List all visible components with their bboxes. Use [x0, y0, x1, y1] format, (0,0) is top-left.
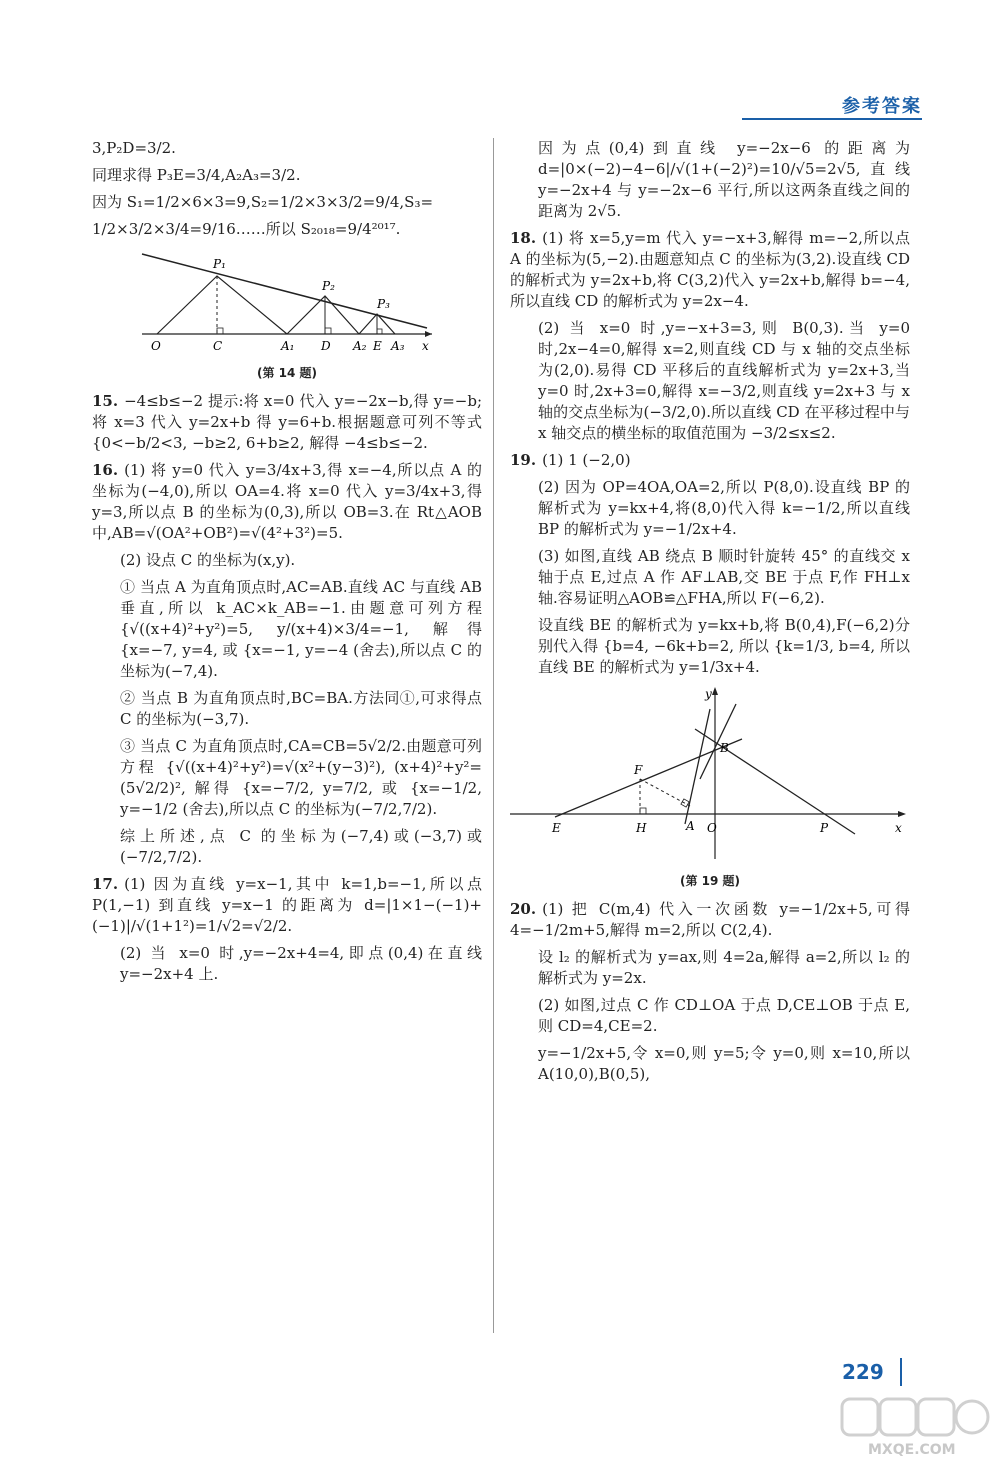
label-A1: A₁ [281, 339, 295, 353]
label-P2: P₂ [322, 279, 335, 293]
watermark-url: MXQE.COM [868, 1442, 956, 1458]
solution-line: (2) 如图,过点 C 作 CD⊥OA 于点 D,CE⊥OB 于点 E,则 CD=4,CE=2. [538, 996, 910, 1035]
question-number: 18. [510, 229, 537, 247]
question-number: 15. [92, 392, 119, 410]
question-18 [510, 228, 910, 312]
x-axis-arrow [425, 331, 432, 337]
label-P1: P₁ [213, 257, 226, 271]
label-C: C [213, 339, 223, 353]
label-O: O [151, 339, 161, 353]
label-B: B [720, 741, 729, 755]
page-number-bar [900, 1358, 902, 1386]
page-number: 229 [842, 1360, 884, 1384]
slant-line [142, 254, 427, 328]
label-x: x [895, 821, 902, 835]
question-text: (1) 将 x=5,y=m 代入 y=−x+3,解得 m=−2,所以点 A 的坐标为(5,−2).由题意知点 C 的坐标为(3,2).设直线 CD 的解析式为 y=2x+b,将 C(3,2)代入 y=2x+b,解得 b=−4,所以直线 CD 的解析式为 y=2x−4. [510, 229, 910, 310]
figure-19-caption: (第 19 题) [679, 874, 741, 888]
solution-line: 设 l₂ 的解析式为 y=ax,则 4=2a,解得 a=2,所以 l₂ 的解析式为 y=2x. [538, 948, 910, 987]
right-angle-2 [325, 328, 331, 334]
solution-line: ① 当点 A 为直角顶点时,AC=AB.直线 AC 与直线 AB 垂直,所以 k_AC×k_AB=−1.由题意可列方程 {√((x+4)²+y²)=5, y/(x+4)×3/4=−1, 解得 {x=−7, y=4, 或 {x=−1, y=−4 (舍去),所以点 C 的坐标为(−7,4). [120, 578, 482, 680]
header-title: 参考答案 [842, 96, 922, 117]
question-text: (1) 因为直线 y=x−1,其中 k=1,b=−1,所以点 P(1,−1) 到直线 y=x−1 的距离为 d=|1×1−(−1)+(−1)|/√(1+1²)=1/√2=√2/2. [92, 875, 482, 935]
solution-line: (2) 设点 C 的坐标为(x,y). [120, 551, 296, 569]
question-16 [92, 460, 482, 544]
solution-line: 3,P₂D=3/2. [92, 139, 176, 157]
question-number: 16. [92, 461, 119, 479]
figure-14-diagram [137, 246, 437, 356]
solution-line: 同理求得 P₃E=3/4,A₂A₃=3/2. [92, 166, 301, 184]
right-column [510, 138, 910, 1091]
question-text: (1) 将 y=0 代入 y=3/4x+3,得 x=−4,所以点 A 的坐标为(−4,0),所以 OA=4.将 x=0 代入 y=3/4x+3,得 y=3,所以点 B 的坐标为(0,3),所以 OB=3.在 Rt△AOB 中,AB=√(OA²+OB²)=√(4²+3²)=5. [92, 461, 482, 542]
figure-14 [92, 246, 482, 360]
label-E: E [552, 821, 561, 835]
figure-19 [510, 684, 910, 868]
header-rule [742, 118, 922, 120]
solution-line: y=−1/2x+5,令 x=0,则 y=5;令 y=0,则 x=10,所以 A(10,0),B(0,5), [538, 1044, 910, 1083]
question-number: 19. [510, 451, 537, 469]
solution-line: ② 当点 B 为直角顶点时,BC=BA.方法同①,可求得点 C 的坐标为(−3,7). [120, 689, 482, 728]
question-text: −4≤b≤−2 提示:将 x=0 代入 y=−2x−b,得 y=−b;将 x=3 代入 y=2x+b 得 y=6+b.根据题意可列不等式 {0<−b/2<3, −b≥2, 6+b≥2, 解得 −4≤b≤−2. [92, 392, 482, 452]
label-D: D [321, 339, 331, 353]
question-number: 20. [510, 900, 537, 918]
y-axis-arrow [712, 687, 718, 695]
question-text: (1) 把 C(m,4) 代入一次函数 y=−1/2x+5,可得 4=−1/2m+5,解得 m=2,所以 C(2,4). [510, 900, 910, 939]
line-BP [695, 729, 855, 834]
solution-line: (2) 当 x=0 时,y=−2x+4=4,即点(0,4)在直线 y=−2x+4 上. [120, 944, 482, 983]
label-A3: A₃ [391, 339, 405, 353]
solution-line: (2) 因为 OP=4OA,OA=2,所以 P(8,0).设直线 BP 的解析式为 y=kx+4,将(8,0)代入得 k=−1/2,所以直线 BP 的解析式为 y=−1/2x+4. [538, 478, 910, 538]
solution-line: (2) 当 x=0 时,y=−x+3=3,则 B(0,3).当 y=0 时,2x−4=0,解得 x=2,则直线 CD 与 x 轴的交点坐标为(2,0).易得 CD 平移后的直线解析式为 y=2x+3,当 y=0 时,2x+3=0,解得 x=−3/2,则直线 y=2x+3 与 x 轴的交点坐标为(−3/2,0).所以直线 CD 在平移过程中与 x 轴交点的横坐标的取值范围为 −3/2≤x≤2. [538, 319, 910, 442]
x-axis-arrow [898, 811, 906, 817]
label-E: E [373, 339, 382, 353]
solution-line: 设直线 BE 的解析式为 y=kx+b,将 B(0,4),F(−6,2)分别代入得 {b=4, −6k+b=2, 所以 {k=1/3, b=4, 所以直线 BE 的解析式为 y=1/3x+4. [538, 616, 910, 676]
solution-line: (3) 如图,直线 AB 绕点 B 顺时针旋转 45° 的直线交 x 轴于点 E,过点 A 作 AF⊥AB,交 BE 于点 F,作 FH⊥x 轴.容易证明△AOB≌△FHA,所以 F(−6,2). [538, 547, 910, 607]
question-text: (1) 1 (−2,0) [542, 451, 631, 469]
solution-line: 因为点(0,4)到直线 y=−2x−6 的距离为 d=|0×(−2)−4−6|/√(1+(−2)²)=10/√5=2√5,直线 y=−2x+4 与 y=−2x−6 平行,所以这两条直线之间的距离为 2√5. [538, 139, 910, 220]
label-F: F [634, 763, 643, 777]
right-angle-3 [377, 329, 382, 334]
left-column [92, 138, 482, 991]
question-15 [92, 391, 482, 454]
figure-14-caption: (第 14 题) [256, 366, 318, 380]
solution-line: ③ 当点 C 为直角顶点时,CA=CB=5√2/2.由题意可列方程 {√((x+4)²+y²)=√(x²+(y−3)²), (x+4)²+y²=(5√2/2)², 解得 {x=−7/2, y=7/2, 或 {x=−1/2, y=−1/2 (舍去),所以点 C 的坐标为(−7/2,7/2). [120, 737, 482, 818]
solution-line: 1/2×3/2×3/4=9/16……所以 S₂₀₁₈=9/4²⁰¹⁷. [92, 220, 401, 238]
column-divider [493, 138, 494, 1333]
watermark-icon [840, 1395, 990, 1445]
question-17 [92, 874, 482, 937]
label-P3: P₃ [377, 297, 390, 311]
solution-line: 综上所述,点 C 的坐标为(−7,4)或(−3,7)或(−7/2,7/2). [120, 827, 482, 866]
label-O: O [707, 821, 717, 835]
solution-line: 因为 S₁=1/2×6×3=9,S₂=1/2×3×3/2=9/4,S₃= [92, 193, 434, 211]
right-angle-H [640, 808, 646, 814]
label-A: A [686, 819, 695, 833]
label-H: H [636, 821, 647, 835]
line-rotated [700, 704, 736, 779]
label-P: P [820, 821, 829, 835]
triangle-1 [157, 276, 287, 334]
label-A2: A₂ [353, 339, 367, 353]
figure-19-diagram [510, 684, 910, 864]
question-20 [510, 899, 910, 941]
question-number: 17. [92, 875, 119, 893]
label-y: y [705, 687, 712, 701]
right-angle-1 [217, 328, 223, 334]
question-19 [510, 450, 910, 471]
label-x: x [422, 339, 429, 353]
